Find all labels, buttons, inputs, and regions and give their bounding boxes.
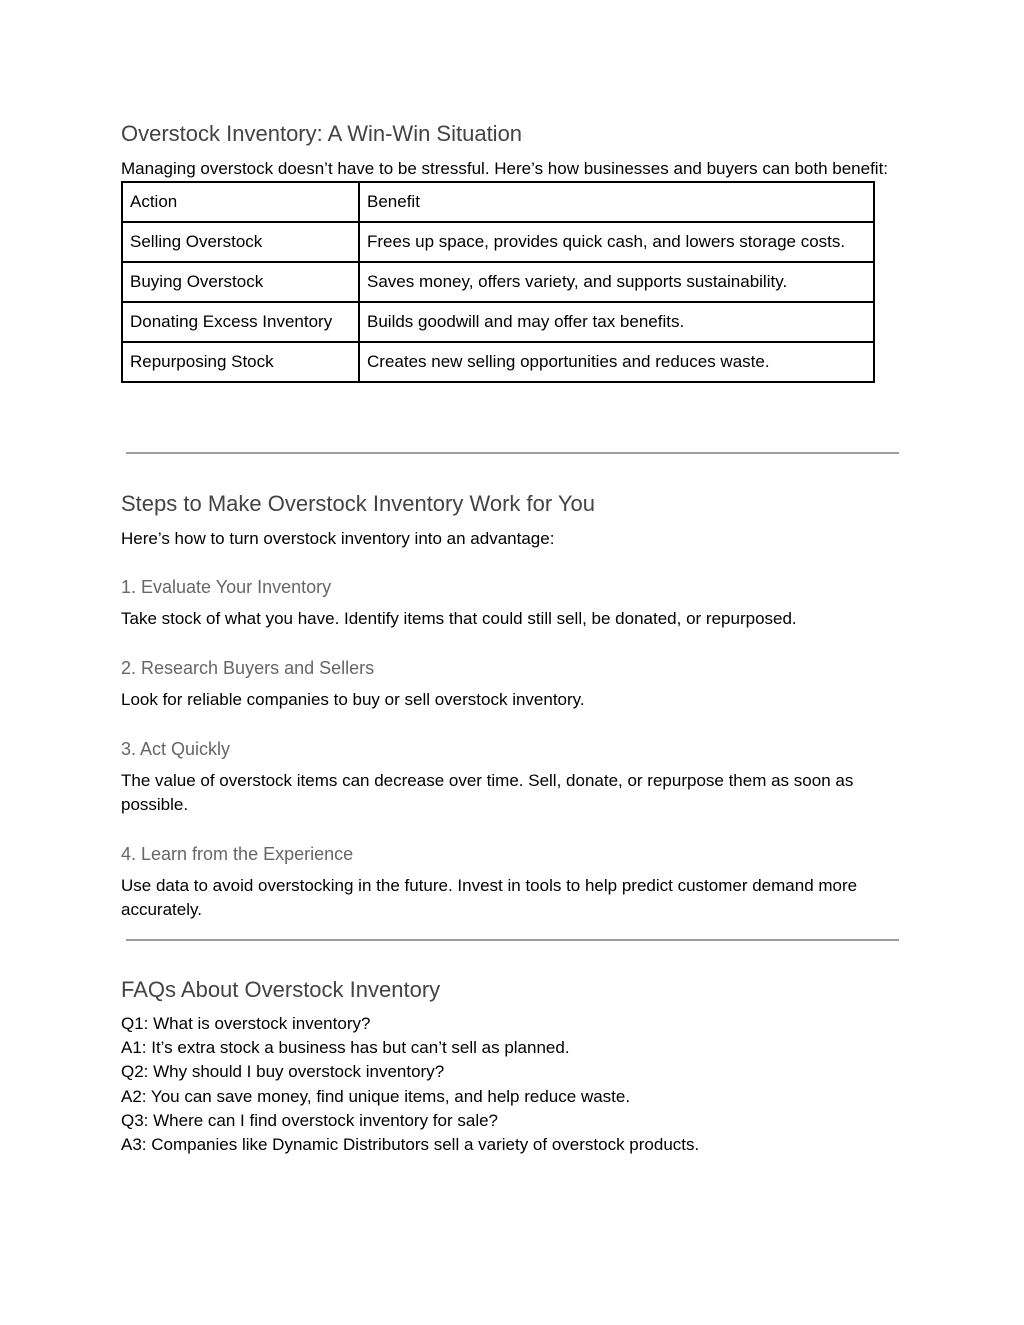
- table-cell-action: Buying Overstock: [122, 262, 359, 302]
- faq-question: Q2: Why should I buy overstock inventory?: [121, 1062, 445, 1082]
- step-item: [121, 842, 901, 922]
- divider: [126, 452, 899, 454]
- section-title: Overstock Inventory: A Win-Win Situation: [121, 121, 523, 146]
- step-heading: 3. Act Quickly: [121, 739, 231, 759]
- table-cell-benefit: Saves money, offers variety, and supports sustainability.: [359, 262, 874, 302]
- section-title: Steps to Make Overstock Inventory Work for You: [121, 491, 596, 516]
- section-title: FAQs About Overstock Inventory: [121, 977, 441, 1002]
- faq-answer: A3: Companies like Dynamic Distributors sell a variety of overstock products.: [121, 1135, 700, 1155]
- faq-answer: A2: You can save money, find unique items, and help reduce waste.: [121, 1086, 631, 1106]
- section-faqs: [121, 976, 901, 1157]
- step-item: [121, 737, 901, 817]
- table-row: [122, 222, 874, 262]
- section-intro: Managing overstock doesn’t have to be stressful. Here’s how businesses and buyers can both benefit:: [121, 159, 889, 178]
- table-cell-action: Repurposing Stock: [122, 342, 359, 382]
- section-intro: Here’s how to turn overstock inventory into an advantage:: [121, 529, 555, 548]
- step-text: The value of overstock items can decrease over time. Sell, donate, or repurpose them as soon as possible.: [121, 771, 854, 814]
- benefits-table: [121, 181, 875, 383]
- table-row: [122, 342, 874, 382]
- step-item: [121, 656, 901, 712]
- faq-question: Q3: Where can I find overstock inventory for sale?: [121, 1110, 499, 1130]
- step-heading: 1. Evaluate Your Inventory: [121, 577, 332, 597]
- table-cell-action: Donating Excess Inventory: [122, 302, 359, 342]
- faq-answer: A1: It’s extra stock a business has but can’t sell as planned.: [121, 1038, 570, 1058]
- divider: [126, 939, 899, 941]
- section-steps: [121, 490, 901, 919]
- table-header-cell: Action: [122, 182, 359, 222]
- table-header-row: [122, 182, 874, 222]
- step-text: Look for reliable companies to buy or sell overstock inventory.: [121, 690, 585, 709]
- table-header-cell: Benefit: [359, 182, 874, 222]
- table-cell-benefit: Creates new selling opportunities and reduces waste.: [359, 342, 874, 382]
- table-row: [122, 302, 874, 342]
- section-win-win: [121, 120, 901, 383]
- table-cell-benefit: Builds goodwill and may offer tax benefits.: [359, 302, 874, 342]
- step-text: Take stock of what you have. Identify items that could still sell, be donated, or repurposed.: [121, 609, 797, 628]
- step-heading: 4. Learn from the Experience: [121, 844, 354, 864]
- table-cell-action: Selling Overstock: [122, 222, 359, 262]
- faq-question: Q1: What is overstock inventory?: [121, 1014, 371, 1033]
- faq-list: [121, 1012, 901, 1157]
- step-item: [121, 575, 901, 631]
- step-heading: 2. Research Buyers and Sellers: [121, 658, 375, 678]
- table-row: [122, 262, 874, 302]
- table-cell-benefit: Frees up space, provides quick cash, and lowers storage costs.: [359, 222, 874, 262]
- step-text: Use data to avoid overstocking in the future. Invest in tools to help predict customer demand more accurately.: [121, 876, 858, 919]
